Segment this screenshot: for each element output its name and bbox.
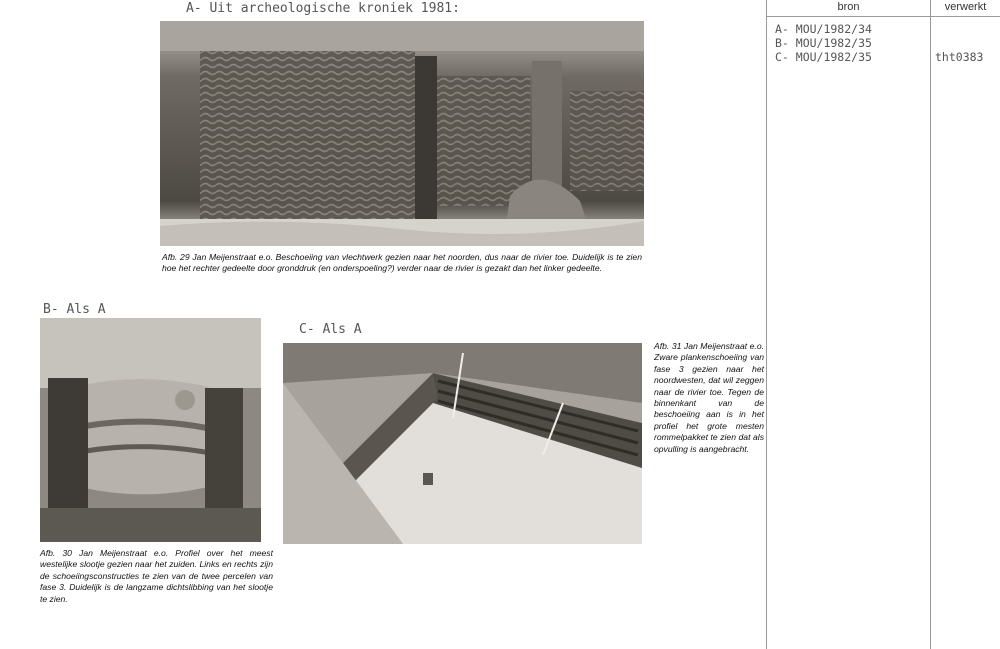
photo-ditch-profile [40,318,261,542]
caption-afb-30: Afb. 30 Jan Meijenstraat e.o. Profiel over het meest westelijke slootje gezien naar het zuiden. Links en rechts zijn de schoeiingsconstructies te zien van de twee percelen van fase 3. Duidelijk is de langzame dichtslibbing van het slootje te zien. [40,548,273,604]
photo-ditch-profile-graphic [40,318,261,542]
bron-entry-b: B- MOU/1982/35 [775,36,872,50]
verwerkt-entry-c: tht0383 [935,50,984,64]
sidebar-header-rule [766,16,1000,17]
sidebar-left-border [766,0,767,649]
heading-a: A- Uit archeologische kroniek 1981: [186,1,460,16]
bron-entry-c: C- MOU/1982/35 [775,50,872,64]
bron-entry-a: A- MOU/1982/34 [775,22,872,36]
column-header-verwerkt: verwerkt [944,1,987,13]
photo-wattle-revetment-graphic [160,21,644,246]
heading-c: C- Als A [299,322,362,337]
heading-b: B- Als A [43,302,106,317]
sidebar-column-divider [930,0,931,649]
photo-plank-revetment [283,343,642,544]
caption-afb-31: Afb. 31 Jan Meijenstraat e.o. Zware plankenschoeiing van fase 3 gezien naar het noordwesten, dat wil zeggen naar de rivier toe. Tegen de binnenkant van de beschoeiing aan is in het profiel het grote mesten rommelpakket te zien dat als opvulling is aangebracht. [654,341,764,454]
column-header-bron: bron [837,1,860,13]
photo-plank-revetment-graphic [283,343,642,544]
caption-afb-29: Afb. 29 Jan Meijenstraat e.o. Beschoeiing van vlechtwerk gezien naar het noorden, dus naar de rivier toe. Duidelijk is te zien hoe het rechter gedeelte door gronddruk (en onderspoeling?) verder naar de rivier is gezakt dan het linker gedeelte. [162,252,642,274]
photo-wattle-revetment [160,21,644,246]
